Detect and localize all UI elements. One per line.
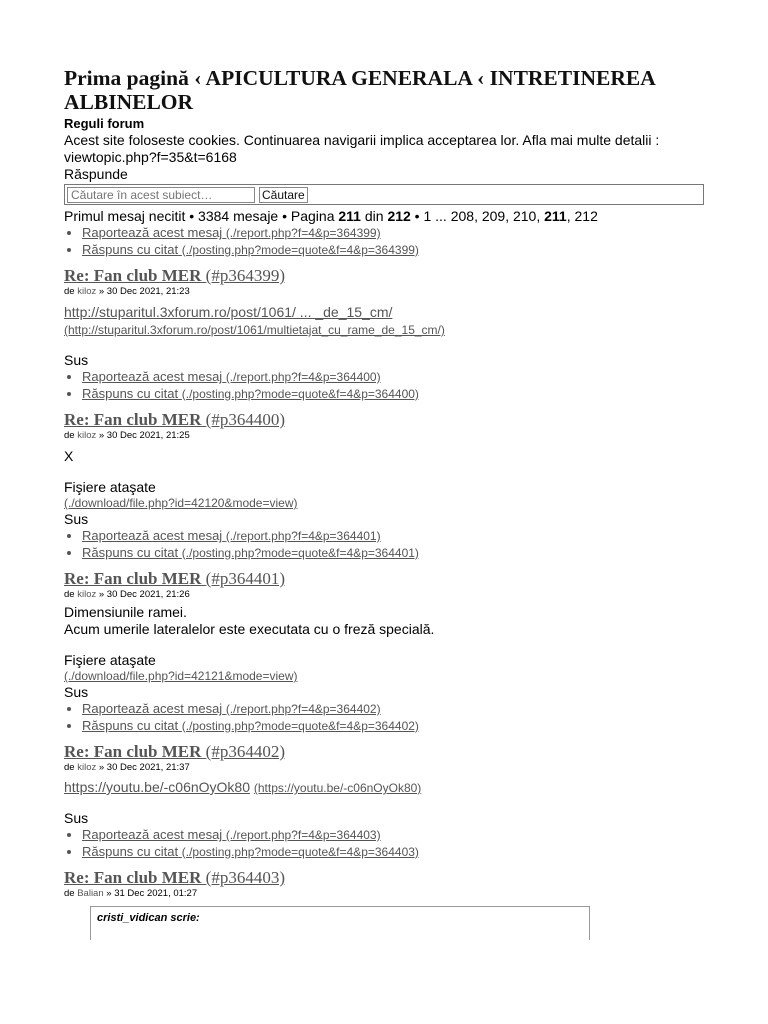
report-label: Raportează acest mesaj — [82, 528, 223, 543]
post-author[interactable]: kiloz — [77, 286, 97, 297]
topic-search-form — [64, 184, 704, 205]
post-text-line: Acum umerile lateralelor este executata cu o freză specială. — [64, 621, 435, 637]
post-date: » 30 Dec 2021, 21:23 — [96, 286, 190, 297]
external-link-url[interactable]: (https://youtu.be/-c06nOyOk80) — [253, 781, 422, 795]
report-post-link[interactable] — [82, 827, 381, 842]
attachments-label: Fişiere ataşate — [64, 652, 156, 668]
quote-label: Răspuns cu citat — [82, 843, 179, 859]
post — [64, 266, 704, 402]
post — [64, 410, 704, 561]
list-item — [82, 701, 704, 718]
attachment-link[interactable]: (./download/file.php?id=42121&mode=view) — [64, 669, 298, 683]
quote-label: Răspuns cu citat — [82, 385, 179, 401]
post-anchor: (#p364402) — [205, 742, 285, 761]
quote-post-link[interactable] — [82, 545, 419, 560]
post-title: Re: Fan club MER — [64, 868, 202, 887]
list-item — [82, 528, 704, 545]
list-item — [82, 827, 704, 844]
post-title: Re: Fan club MER — [64, 742, 202, 761]
by-prefix: de — [64, 589, 78, 600]
post-title-link[interactable] — [64, 868, 704, 888]
post — [64, 868, 704, 940]
list-item — [82, 844, 704, 861]
attachment-link[interactable]: (./download/file.php?id=42120&mode=view) — [64, 496, 298, 510]
by-prefix: de — [64, 762, 78, 773]
post-title-link[interactable] — [64, 742, 704, 762]
forum-rules-link[interactable]: Reguli forum — [64, 116, 145, 131]
report-url: (./report.php?f=4&p=364403) — [225, 828, 381, 842]
report-post-link[interactable] — [82, 225, 381, 240]
post-title: Re: Fan club MER — [64, 569, 202, 588]
post-title: Re: Fan club MER — [64, 266, 202, 285]
post-title-link[interactable] — [64, 569, 704, 589]
post-title-link[interactable] — [64, 266, 704, 286]
post-anchor: (#p364399) — [205, 266, 285, 285]
pagination-of: din — [360, 208, 388, 224]
quote-url: (./posting.php?mode=quote&f=4&p=364403) — [181, 844, 419, 859]
last-page-link[interactable]: , 212 — [566, 208, 598, 224]
quote-post-link[interactable] — [82, 386, 419, 401]
post-actions — [64, 827, 704, 860]
post-byline — [64, 888, 704, 900]
report-url: (./report.php?f=4&p=364402) — [225, 702, 381, 716]
report-post-link[interactable] — [82, 701, 381, 716]
list-item — [82, 242, 704, 259]
reply-link[interactable]: Răspunde — [64, 166, 128, 182]
total-pages: 212 — [387, 208, 411, 224]
post-content — [64, 304, 704, 338]
external-link[interactable]: https://youtu.be/-c06nOyOk80 — [64, 779, 250, 795]
list-item — [82, 225, 704, 242]
quote-label: Răspuns cu citat — [82, 717, 179, 733]
quote-url: (./posting.php?mode=quote&f=4&p=364399) — [181, 242, 419, 257]
quote-post-link[interactable] — [82, 844, 419, 859]
post-content — [64, 779, 704, 796]
by-prefix: de — [64, 286, 78, 297]
list-item — [82, 386, 704, 403]
post-author[interactable]: kiloz — [77, 430, 97, 441]
attachments-label: Fişiere ataşate — [64, 479, 156, 495]
top-post-actions — [64, 225, 704, 258]
post-actions — [64, 701, 704, 734]
report-label: Raportează acest mesaj — [82, 701, 223, 716]
list-item — [82, 718, 704, 735]
quote-block — [90, 906, 590, 940]
quote-post-link[interactable] — [82, 718, 419, 733]
report-url: (./report.php?f=4&p=364399) — [225, 226, 381, 240]
post-byline — [64, 762, 704, 774]
post-actions — [64, 528, 704, 561]
page-title: Prima pagină ‹ APICULTURA GENERALA ‹ INTRETINEREA ALBINELOR — [64, 66, 655, 114]
current-page: 211 — [338, 208, 361, 224]
quote-post-link[interactable] — [82, 242, 419, 257]
back-to-top-link[interactable]: Sus — [64, 352, 89, 368]
post-author[interactable]: kiloz — [77, 762, 97, 773]
post-byline — [64, 286, 704, 298]
back-to-top-link[interactable]: Sus — [64, 684, 89, 700]
post-text — [64, 604, 704, 638]
post-author[interactable]: kiloz — [77, 589, 97, 600]
topic-search-input[interactable] — [67, 187, 255, 203]
post-date: » 30 Dec 2021, 21:25 — [96, 430, 190, 441]
report-label: Raportează acest mesaj — [82, 827, 223, 842]
external-link[interactable]: http://stuparitul.3xforum.ro/post/1061/ ... _de_15_cm/ — [64, 304, 393, 320]
quote-url: (./posting.php?mode=quote&f=4&p=364400) — [181, 386, 419, 401]
post-date: » 30 Dec 2021, 21:37 — [96, 762, 190, 773]
post-date: » 30 Dec 2021, 21:26 — [96, 589, 190, 600]
back-to-top-link[interactable]: Sus — [64, 810, 89, 826]
quote-url: (./posting.php?mode=quote&f=4&p=364401) — [181, 545, 419, 560]
report-label: Raportează acest mesaj — [82, 369, 223, 384]
external-link-url[interactable]: (http://stuparitul.3xforum.ro/post/1061/multietajat_cu_rame_de_15_cm/) — [64, 323, 445, 337]
report-url: (./report.php?f=4&p=364400) — [225, 370, 381, 384]
list-item — [82, 369, 704, 386]
post-author[interactable]: Balian — [77, 888, 104, 899]
quote-author: cristi_vidican scrie: — [97, 912, 200, 924]
current-page-link: 211 — [544, 208, 567, 224]
pagination — [64, 208, 704, 225]
post-title: Re: Fan club MER — [64, 410, 202, 429]
pagination-prefix: Primul mesaj necitit • 3384 mesaje • Pagina — [64, 208, 339, 224]
quote-label: Răspuns cu citat — [82, 241, 179, 257]
post-anchor: (#p364401) — [205, 569, 285, 588]
search-button[interactable]: Căutare — [259, 187, 308, 203]
post-anchor: (#p364400) — [205, 410, 285, 429]
report-label: Raportează acest mesaj — [82, 225, 223, 240]
cookie-notice: Acest site foloseste cookies. Continuarea navigarii implica acceptarea lor. Afla mai multe detalii : viewtopic.php?f=35&t=6168 — [64, 132, 660, 165]
post-actions — [64, 369, 704, 402]
quote-url: (./posting.php?mode=quote&f=4&p=364402) — [181, 718, 419, 733]
report-url: (./report.php?f=4&p=364401) — [225, 529, 381, 543]
quote-label: Răspuns cu citat — [82, 544, 179, 560]
post-byline — [64, 430, 704, 442]
back-to-top-link[interactable]: Sus — [64, 511, 89, 527]
report-post-link[interactable] — [82, 528, 381, 543]
report-post-link[interactable] — [82, 369, 381, 384]
page-links[interactable]: • 1 ... 208, 209, 210, — [410, 208, 545, 224]
post — [64, 569, 704, 734]
by-prefix: de — [64, 430, 78, 441]
post-title-link[interactable] — [64, 410, 704, 430]
post — [64, 742, 704, 860]
page — [64, 66, 704, 940]
post-date: » 31 Dec 2021, 01:27 — [103, 888, 198, 899]
list-item — [82, 545, 704, 562]
by-prefix: de — [64, 888, 78, 899]
post-anchor: (#p364403) — [205, 868, 285, 887]
post-text: X — [64, 448, 74, 464]
post-byline — [64, 589, 704, 601]
post-text-line: Dimensiunile ramei. — [64, 604, 187, 620]
